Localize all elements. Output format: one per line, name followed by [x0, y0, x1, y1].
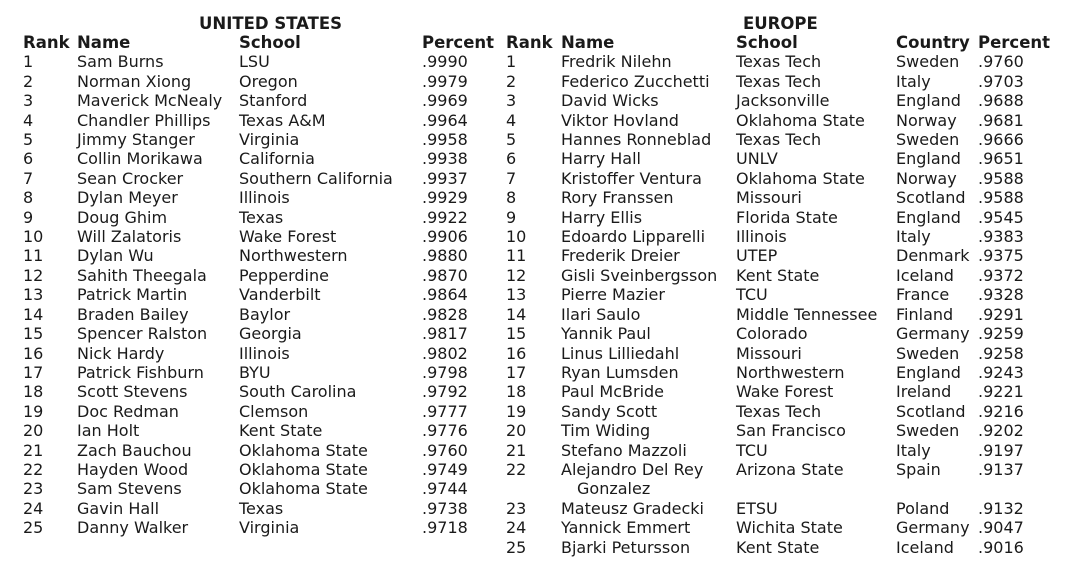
country-cell: Norway	[896, 168, 957, 188]
school-cell: Northwestern	[239, 246, 348, 266]
rank-cell: 14	[506, 304, 527, 324]
europe-section-title: EUROPE	[743, 14, 818, 33]
name-cell: Sean Crocker	[77, 168, 184, 188]
percent-cell: .9958	[422, 130, 468, 150]
rank-cell: 3	[506, 91, 517, 111]
country-cell: Sweden	[896, 52, 960, 72]
school-cell: Oklahoma State	[239, 440, 368, 460]
table-row	[506, 188, 1058, 207]
rank-cell: 1	[506, 52, 517, 72]
percent-cell: .9929	[422, 188, 468, 208]
table-row	[506, 130, 1058, 149]
europe-percent-header: Percent	[978, 33, 1051, 52]
table-row	[23, 111, 503, 130]
percent-cell: .9681	[978, 110, 1024, 130]
name-cell: Paul McBride	[561, 382, 665, 402]
school-cell: Kent State	[239, 421, 323, 441]
table-row	[23, 518, 503, 537]
name-cell: Rory Franssen	[561, 188, 674, 208]
us-rank-header: Rank	[23, 33, 70, 52]
country-cell: Ireland	[896, 382, 952, 402]
school-cell: Virginia	[239, 518, 300, 538]
table-row	[506, 246, 1058, 265]
table-row	[23, 246, 503, 265]
name-cell: Gisli Sveinbergsson	[561, 265, 718, 285]
percent-cell: .9802	[422, 343, 468, 363]
name-cell: Hannes Ronneblad	[561, 130, 712, 150]
school-cell: Kent State	[736, 265, 820, 285]
name-cell: Danny Walker	[77, 518, 189, 538]
percent-cell: .9202	[978, 421, 1024, 441]
name-cell: Spencer Ralston	[77, 324, 208, 344]
school-cell: Missouri	[736, 188, 802, 208]
name-cell: Zach Bauchou	[77, 440, 192, 460]
rank-cell: 19	[506, 401, 527, 421]
rank-cell: 2	[23, 71, 34, 91]
table-row	[23, 382, 503, 401]
country-cell: Finland	[896, 304, 954, 324]
rank-cell: 19	[23, 401, 44, 421]
school-cell: Virginia	[239, 130, 300, 150]
percent-cell: .9969	[422, 91, 468, 111]
school-cell: Texas	[239, 498, 284, 518]
rank-cell: 11	[23, 246, 44, 266]
name-cell: Yannik Paul	[561, 324, 651, 344]
table-row	[506, 460, 1058, 499]
table-row	[23, 266, 503, 285]
table-row	[23, 460, 503, 479]
country-cell: Poland	[896, 498, 950, 518]
us-rankings-table	[23, 33, 503, 538]
school-cell: Texas Tech	[736, 401, 822, 421]
country-cell: Scotland	[896, 188, 966, 208]
school-cell: ETSU	[736, 498, 778, 518]
table-row	[23, 402, 503, 421]
rank-cell: 13	[506, 285, 527, 305]
school-cell: Oklahoma State	[736, 110, 865, 130]
country-cell: Spain	[896, 459, 941, 479]
percent-cell: .9221	[978, 382, 1024, 402]
us-percent-header: Percent	[422, 33, 495, 52]
percent-cell: .9792	[422, 382, 468, 402]
percent-cell: .9738	[422, 498, 468, 518]
name-cell: Sam Stevens	[77, 479, 182, 499]
school-cell: LSU	[239, 52, 270, 72]
name-cell: Hayden Wood	[77, 459, 189, 479]
name-cell: Linus Lilliedahl	[561, 343, 680, 363]
percent-cell: .9749	[422, 459, 468, 479]
rank-cell: 14	[23, 304, 44, 324]
percent-cell: .9864	[422, 285, 468, 305]
percent-cell: .9291	[978, 304, 1024, 324]
us-school-header: School	[239, 33, 301, 52]
name-cell: Dylan Meyer	[77, 188, 178, 208]
name-cell: Fredrik Nilehn	[561, 52, 672, 72]
name-cell: Federico Zucchetti	[561, 71, 710, 91]
percent-cell: .9545	[978, 207, 1024, 227]
name-cell: Gavin Hall	[77, 498, 160, 518]
percent-cell: .9817	[422, 324, 468, 344]
percent-cell: .9870	[422, 265, 468, 285]
table-row	[506, 111, 1058, 130]
percent-cell: .9760	[422, 440, 468, 460]
rank-cell: 25	[506, 537, 527, 557]
table-row	[23, 227, 503, 246]
table-row	[506, 363, 1058, 382]
rank-cell: 12	[23, 265, 44, 285]
name-cell: Doug Ghim	[77, 207, 168, 227]
school-cell: Texas Tech	[736, 71, 822, 91]
table-row	[23, 91, 503, 110]
rank-cell: 13	[23, 285, 44, 305]
table-row	[506, 285, 1058, 304]
school-cell: Clemson	[239, 401, 309, 421]
table-row	[506, 382, 1058, 401]
name-cell: Jimmy Stanger	[77, 130, 195, 150]
name-cell: David Wicks	[561, 91, 659, 111]
europe-school-header: School	[736, 33, 798, 52]
table-row	[23, 324, 503, 343]
name-cell: Ilari Saulo	[561, 304, 641, 324]
name-cell: Dylan Wu	[77, 246, 154, 266]
table-row	[506, 52, 1058, 71]
rank-cell: 7	[23, 168, 34, 188]
rank-cell: 18	[506, 382, 527, 402]
name-cell: Pierre Mazier	[561, 285, 665, 305]
school-cell: Florida State	[736, 207, 838, 227]
table-row	[506, 149, 1058, 168]
table-row	[23, 499, 503, 518]
name-cell: Stefano Mazzoli	[561, 440, 687, 460]
rank-cell: 9	[23, 207, 34, 227]
school-cell: Texas Tech	[736, 52, 822, 72]
country-cell: Sweden	[896, 130, 960, 150]
country-cell: Norway	[896, 110, 957, 130]
table-row	[23, 149, 503, 168]
school-cell: Baylor	[239, 304, 291, 324]
school-cell: Southern California	[239, 168, 393, 188]
school-cell: Pepperdine	[239, 265, 329, 285]
school-cell: Northwestern	[736, 362, 845, 382]
rank-cell: 2	[506, 71, 517, 91]
rank-cell: 8	[23, 188, 34, 208]
school-cell: Texas Tech	[736, 130, 822, 150]
rank-cell: 24	[506, 518, 527, 538]
school-cell: TCU	[736, 440, 768, 460]
table-row	[506, 266, 1058, 285]
name-cell: Patrick Martin	[77, 285, 188, 305]
table-row	[506, 227, 1058, 246]
school-cell: California	[239, 149, 315, 169]
table-row	[23, 130, 503, 149]
table-row	[23, 285, 503, 304]
country-cell: Iceland	[896, 265, 954, 285]
percent-cell: .9922	[422, 207, 468, 227]
percent-cell: .9047	[978, 518, 1024, 538]
table-row	[23, 305, 503, 324]
rank-cell: 8	[506, 188, 517, 208]
table-row	[506, 538, 1058, 557]
percent-cell: .9588	[978, 188, 1024, 208]
school-cell: Missouri	[736, 343, 802, 363]
table-row	[23, 479, 503, 498]
name-cell: Frederik Dreier	[561, 246, 680, 266]
school-cell: BYU	[239, 362, 271, 382]
school-cell: Wichita State	[736, 518, 843, 538]
name-cell: Collin Morikawa	[77, 149, 203, 169]
name-cell: Maverick McNealy	[77, 91, 223, 111]
rank-cell: 23	[506, 498, 527, 518]
percent-cell: .9243	[978, 362, 1024, 382]
name-cell: Yannick Emmert	[561, 518, 691, 538]
table-row	[506, 305, 1058, 324]
rank-cell: 15	[23, 324, 44, 344]
country-cell: England	[896, 207, 961, 227]
rank-cell: 22	[506, 459, 527, 479]
percent-cell: .9666	[978, 130, 1024, 150]
school-cell: Kent State	[736, 537, 820, 557]
percent-cell: .9197	[978, 440, 1024, 460]
school-cell: Oregon	[239, 71, 298, 91]
school-cell: Stanford	[239, 91, 308, 111]
europe-country-header: Country	[896, 33, 970, 52]
country-cell: Scotland	[896, 401, 966, 421]
name-line-1: Alejandro Del Rey	[561, 459, 704, 479]
rank-cell: 16	[23, 343, 44, 363]
school-cell: Oklahoma State	[239, 479, 368, 499]
percent-cell: .9372	[978, 265, 1024, 285]
rank-cell: 11	[506, 246, 527, 266]
percent-cell: .9744	[422, 479, 468, 499]
school-cell: Oklahoma State	[736, 168, 865, 188]
country-cell: England	[896, 91, 961, 111]
table-row	[23, 188, 503, 207]
rank-cell: 15	[506, 324, 527, 344]
rank-cell: 12	[506, 265, 527, 285]
percent-cell: .9880	[422, 246, 468, 266]
us-section-title: UNITED STATES	[199, 14, 343, 33]
country-cell: England	[896, 362, 961, 382]
us-name-header: Name	[77, 33, 131, 52]
school-cell: Illinois	[736, 227, 787, 247]
percent-cell: .9259	[978, 324, 1024, 344]
rank-cell: 21	[23, 440, 44, 460]
table-row	[506, 169, 1058, 188]
name-cell: Will Zalatoris	[77, 227, 182, 247]
percent-cell: .9132	[978, 498, 1024, 518]
name-cell: Tim Widing	[561, 421, 651, 441]
rank-cell: 4	[23, 110, 34, 130]
table-row	[506, 421, 1058, 440]
name-cell: Sahith Theegala	[77, 265, 207, 285]
name-cell: Kristoffer Ventura	[561, 168, 702, 188]
name-cell: Bjarki Petursson	[561, 537, 691, 557]
country-cell: Germany	[896, 324, 970, 344]
rank-cell: 4	[506, 110, 517, 130]
rank-cell: 3	[23, 91, 34, 111]
table-row	[506, 91, 1058, 110]
table-row	[506, 208, 1058, 227]
rank-cell: 10	[23, 227, 44, 247]
table-row	[506, 441, 1058, 460]
school-cell: Illinois	[239, 343, 290, 363]
table-row	[506, 402, 1058, 421]
table-row	[506, 324, 1058, 343]
percent-cell: .9137	[978, 459, 1024, 479]
name-cell: Nick Hardy	[77, 343, 165, 363]
table-row	[506, 499, 1058, 518]
percent-cell: .9937	[422, 168, 468, 188]
rank-cell: 17	[506, 362, 527, 382]
name-cell	[561, 460, 736, 499]
percent-cell: .9718	[422, 518, 468, 538]
rank-cell: 6	[506, 149, 517, 169]
name-cell: Ryan Lumsden	[561, 362, 679, 382]
school-cell: Arizona State	[736, 459, 844, 479]
rank-cell: 18	[23, 382, 44, 402]
name-cell: Chandler Phillips	[77, 110, 211, 130]
table-row	[23, 363, 503, 382]
country-cell: Italy	[896, 71, 931, 91]
country-cell: Italy	[896, 440, 931, 460]
percent-cell: .9906	[422, 227, 468, 247]
name-cell: Ian Holt	[77, 421, 140, 441]
rank-cell: 23	[23, 479, 44, 499]
country-cell: England	[896, 149, 961, 169]
school-cell: Middle Tennessee	[736, 304, 878, 324]
table-row	[23, 208, 503, 227]
rank-cell: 20	[23, 421, 44, 441]
percent-cell: .9375	[978, 246, 1024, 266]
percent-cell: .9828	[422, 304, 468, 324]
school-cell: Georgia	[239, 324, 302, 344]
table-row	[506, 344, 1058, 363]
table-row	[23, 52, 503, 71]
rank-cell: 9	[506, 207, 517, 227]
percent-cell: .9383	[978, 227, 1024, 247]
europe-rank-header: Rank	[506, 33, 553, 52]
school-cell: Texas	[239, 207, 284, 227]
table-row	[23, 72, 503, 91]
percent-cell: .9938	[422, 149, 468, 169]
rank-cell: 21	[506, 440, 527, 460]
rank-cell: 5	[506, 130, 517, 150]
school-cell: Wake Forest	[736, 382, 834, 402]
name-cell: Scott Stevens	[77, 382, 188, 402]
name-cell: Patrick Fishburn	[77, 362, 204, 382]
europe-rankings-table	[506, 33, 1058, 557]
percent-cell: .9216	[978, 401, 1024, 421]
percent-cell: .9990	[422, 52, 468, 72]
us-header-row	[23, 33, 503, 52]
name-cell: Mateusz Gradecki	[561, 498, 704, 518]
percent-cell: .9258	[978, 343, 1024, 363]
percent-cell: .9703	[978, 71, 1024, 91]
country-cell: Sweden	[896, 343, 960, 363]
table-row	[23, 344, 503, 363]
school-cell: South Carolina	[239, 382, 357, 402]
percent-cell: .9328	[978, 285, 1024, 305]
school-cell: TCU	[736, 285, 768, 305]
country-cell: Germany	[896, 518, 970, 538]
rank-cell: 7	[506, 168, 517, 188]
name-cell: Edoardo Lipparelli	[561, 227, 706, 247]
country-cell: Sweden	[896, 421, 960, 441]
table-row	[23, 441, 503, 460]
percent-cell: .9776	[422, 421, 468, 441]
table-row	[23, 421, 503, 440]
school-cell: Vanderbilt	[239, 285, 321, 305]
name-cell: Braden Bailey	[77, 304, 189, 324]
name-line-2: Gonzalez	[577, 479, 651, 499]
country-cell: Italy	[896, 227, 931, 247]
rank-cell: 20	[506, 421, 527, 441]
europe-header-row	[506, 33, 1058, 52]
percent-cell: .9964	[422, 110, 468, 130]
rank-cell: 25	[23, 518, 44, 538]
name-cell: Sam Burns	[77, 52, 164, 72]
rank-cell: 22	[23, 459, 44, 479]
school-cell: Wake Forest	[239, 227, 337, 247]
name-cell: Doc Redman	[77, 401, 179, 421]
table-row	[506, 72, 1058, 91]
rank-cell: 17	[23, 362, 44, 382]
school-cell: Oklahoma State	[239, 459, 368, 479]
country-cell: Denmark	[896, 246, 970, 266]
school-cell: Illinois	[239, 188, 290, 208]
school-cell: Texas A&M	[239, 110, 326, 130]
percent-cell: .9588	[978, 168, 1024, 188]
europe-name-header: Name	[561, 33, 615, 52]
name-cell: Viktor Hovland	[561, 110, 679, 130]
country-cell: Iceland	[896, 537, 954, 557]
percent-cell: .9777	[422, 401, 468, 421]
school-cell: Colorado	[736, 324, 808, 344]
percent-cell: .9979	[422, 71, 468, 91]
name-cell: Harry Hall	[561, 149, 641, 169]
rank-cell: 6	[23, 149, 34, 169]
rank-cell: 1	[23, 52, 34, 72]
school-cell: San Francisco	[736, 421, 846, 441]
school-cell: UNLV	[736, 149, 778, 169]
school-cell: Jacksonville	[736, 91, 830, 111]
rank-cell: 10	[506, 227, 527, 247]
percent-cell: .9798	[422, 362, 468, 382]
table-row	[506, 518, 1058, 537]
percent-cell: .9760	[978, 52, 1024, 72]
percent-cell: .9016	[978, 537, 1024, 557]
name-cell: Harry Ellis	[561, 207, 643, 227]
rank-cell: 5	[23, 130, 34, 150]
school-cell: UTEP	[736, 246, 778, 266]
rank-cell: 24	[23, 498, 44, 518]
name-cell: Norman Xiong	[77, 71, 192, 91]
name-cell: Sandy Scott	[561, 401, 658, 421]
percent-cell: .9688	[978, 91, 1024, 111]
rank-cell: 16	[506, 343, 527, 363]
country-cell: France	[896, 285, 950, 305]
percent-cell: .9651	[978, 149, 1024, 169]
table-row	[23, 169, 503, 188]
